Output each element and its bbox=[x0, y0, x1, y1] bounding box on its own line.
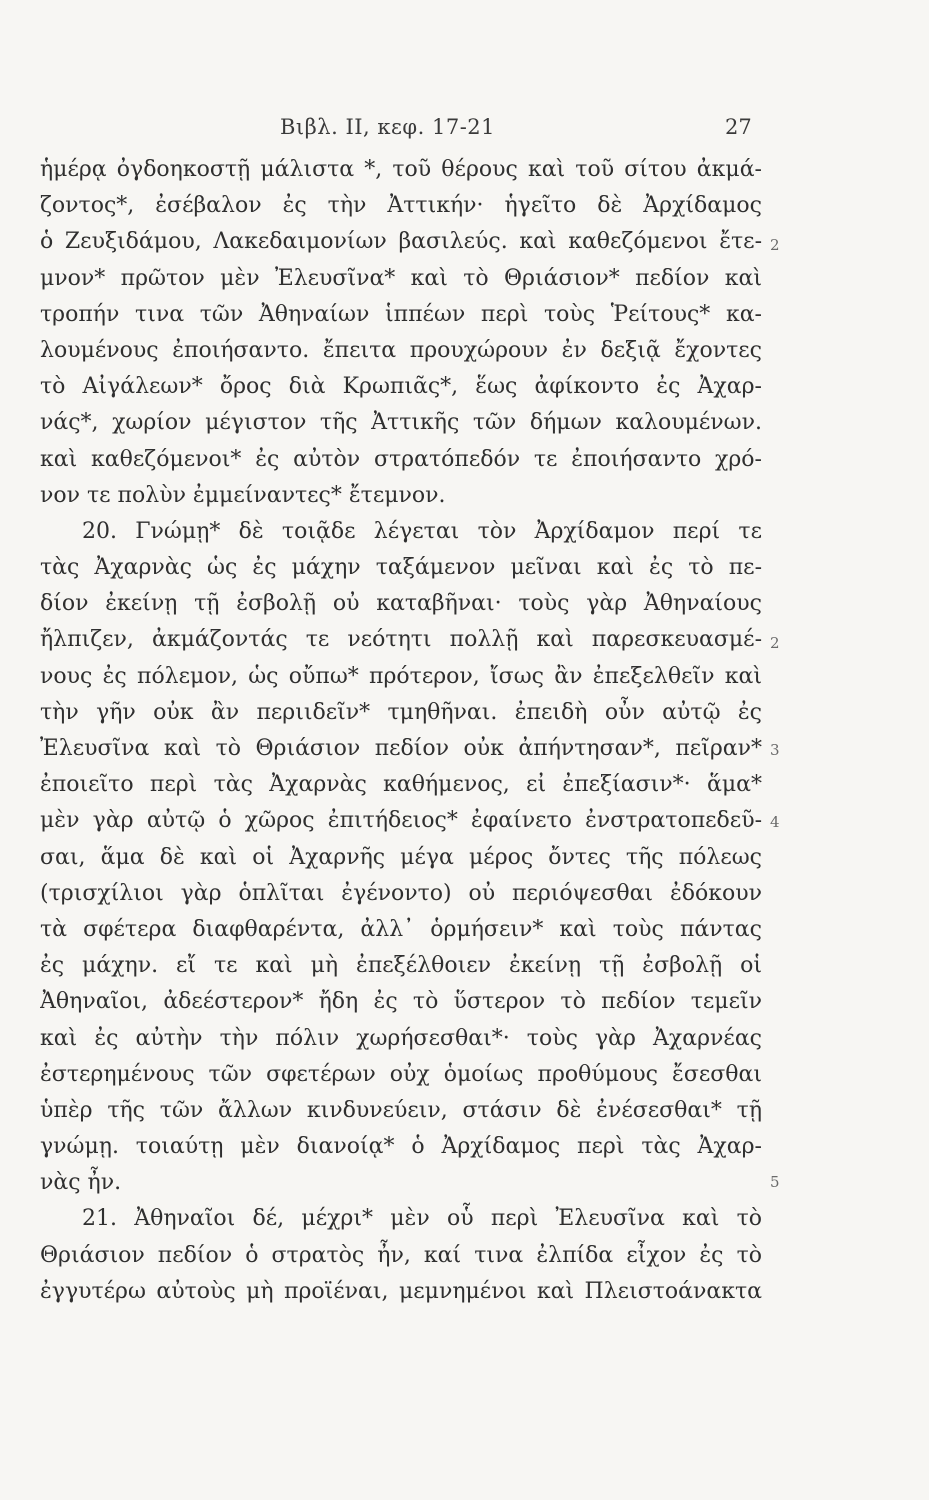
text-line: μνον* πρῶτον μὲν Ἐλευσῖνα* καὶ τὸ Θριάσιον* πεδίον καὶ bbox=[40, 265, 762, 291]
text-line: ἐποιεῖτο περὶ τὰς Ἀχαρνὰς καθήμενος, εἰ ἐπεξίασιν*· ἅμα* bbox=[40, 772, 762, 798]
text-line: νάς*, χωρίον μέγιστον τῆς Ἀττικῆς τῶν δήμων καλουμένων. bbox=[40, 410, 762, 436]
text-line: τὴν γῆν οὐκ ἂν περιιδεῖν* τμηθῆναι. ἐπειδὴ οὖν αὐτῷ ἐς bbox=[40, 699, 762, 725]
text-line: καὶ καθεζόμενοι* ἐς αὐτὸν στρατόπεδόν τε ἐποιήσαντο χρό- bbox=[40, 446, 762, 472]
running-head: Βιβλ. II, κεφ. 17-21 bbox=[280, 115, 496, 139]
page-number: 27 bbox=[725, 115, 752, 139]
text-line: 20. Γνώμῃ* δὲ τοιᾷδε λέγεται τὸν Ἀρχίδαμον περί τε bbox=[82, 518, 762, 544]
text-line: γνώμῃ. τοιαύτῃ μὲν διανοίᾳ* ὁ Ἀρχίδαμος περὶ τὰς Ἀχαρ- bbox=[40, 1134, 762, 1160]
margin-section-number: 4 bbox=[770, 813, 780, 831]
text-line: ὑπὲρ τῆς τῶν ἄλλων κινδυνεύειν, στάσιν δὲ ἐνέσεσθαι* τῇ bbox=[40, 1097, 762, 1123]
margin-section-number: 2 bbox=[770, 634, 780, 652]
text-line: λουμένους ἐποιήσαντο. ἔπειτα προυχώρουν ἐν δεξιᾷ ἔχοντες bbox=[40, 337, 762, 363]
text-line: 21. Ἀθηναῖοι δέ, μέχρι* μὲν οὗ περὶ Ἐλευσῖνα καὶ τὸ bbox=[82, 1206, 762, 1232]
text-line: καὶ ἐς αὐτὴν τὴν πόλιν χωρήσεσθαι*· τοὺς γὰρ Ἀχαρνέας bbox=[40, 1025, 762, 1051]
text-line: νὰς ἦν. bbox=[40, 1170, 122, 1196]
text-line: (τρισχίλιοι γὰρ ὁπλῖται ἐγένοντο) οὐ περιόψεσθαι ἐδόκουν bbox=[40, 880, 762, 906]
text-line: ὁ Ζευξιδάμου, Λακεδαιμονίων βασιλεύς. καὶ καθεζόμενοι ἔτε- bbox=[40, 229, 762, 255]
text-line: Ἐλευσῖνα καὶ τὸ Θριάσιον πεδίον οὐκ ἀπήντησαν*, πεῖραν* bbox=[40, 736, 762, 761]
text-line: τὰ σφέτερα διαφθαρέντα, ἀλλ᾽ ὁρμήσειν* καὶ τοὺς πάντας bbox=[40, 916, 762, 942]
text-line: Θριάσιον πεδίον ὁ στρατὸς ἦν, καί τινα ἐλπίδα εἶχον ἐς τὸ bbox=[40, 1242, 762, 1268]
text-line: ἐς μάχην. εἴ τε καὶ μὴ ἐπεξέλθοιεν ἐκείνῃ τῇ ἐσβολῇ οἱ bbox=[40, 953, 762, 979]
text-line: τὰς Ἀχαρνὰς ὡς ἐς μάχην ταξάμενον μεῖναι καὶ ἐς τὸ πε- bbox=[40, 555, 762, 581]
text-line: ἡμέρᾳ ὀγδοηκοστῇ μάλιστα *, τοῦ θέρους καὶ τοῦ σίτου ἀκμά- bbox=[40, 157, 762, 182]
text-line: ἐγγυτέρω αὐτοὺς μὴ προϊέναι, μεμνημένοι καὶ Πλειστοάνακτα bbox=[40, 1278, 762, 1304]
main-text bbox=[40, 152, 762, 1310]
margin-section-number: 3 bbox=[770, 741, 780, 759]
margin-section-number: 5 bbox=[770, 1173, 780, 1191]
text-line: σαι, ἅμα δὲ καὶ οἱ Ἀχαρνῆς μέγα μέρος ὄντες τῆς πόλεως bbox=[40, 844, 762, 870]
margin-section-number: 2 bbox=[770, 236, 780, 254]
text-line: Ἀθηναῖοι, ἀδεέστερον* ἤδη ἐς τὸ ὕστερον τὸ πεδίον τεμεῖν bbox=[40, 989, 762, 1015]
text-line: τροπήν τινα τῶν Ἀθηναίων ἱππέων περὶ τοὺς Ῥείτους* κα- bbox=[40, 301, 762, 327]
text-line: ἐστερημένους τῶν σφετέρων οὐχ ὁμοίως προθύμους ἔσεσθαι bbox=[40, 1061, 762, 1087]
text-line: μὲν γὰρ αὐτῷ ὁ χῶρος ἐπιτήδειος* ἐφαίνετο ἐνστρατοπεδεῦ- bbox=[40, 808, 762, 834]
text-line: ἤλπιζεν, ἀκμάζοντάς τε νεότητι πολλῇ καὶ παρεσκευασμέ- bbox=[40, 627, 762, 653]
text-line: τὸ Αἰγάλεων* ὄρος διὰ Κρωπιᾶς*, ἕως ἀφίκοντο ἐς Ἀχαρ- bbox=[40, 374, 762, 400]
text-line: δίον ἐκείνῃ τῇ ἐσβολῇ οὐ καταβῆναι· τοὺς γὰρ Ἀθηναίους bbox=[40, 591, 762, 617]
text-line: νους ἐς πόλεμον, ὡς οὔπω* πρότερον, ἴσως ἂν ἐπεξελθεῖν καὶ bbox=[40, 663, 762, 689]
text-line: ζοντος*, ἐσέβαλον ἐς τὴν Ἀττικήν· ἡγεῖτο δὲ Ἀρχίδαμος bbox=[40, 193, 762, 219]
text-line: νον τε πολὺν ἐμμείναντες* ἔτεμνον. bbox=[40, 482, 446, 508]
